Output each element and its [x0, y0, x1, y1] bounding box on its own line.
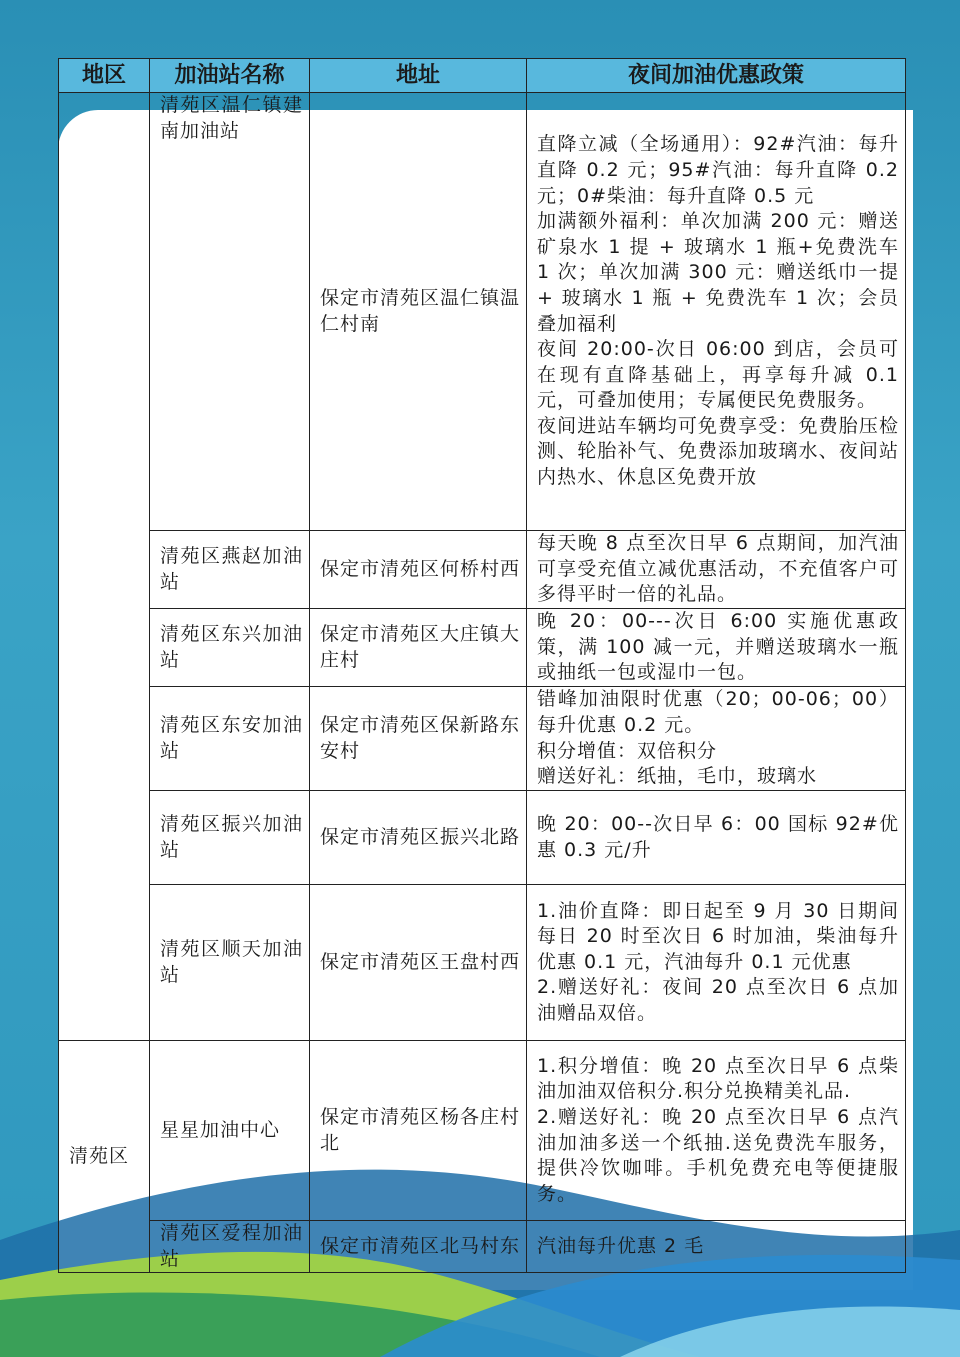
table-header-row [59, 59, 906, 93]
policy-cell [527, 791, 906, 885]
station-name: 清苑区顺天加油站 [150, 885, 310, 1041]
station-address: 保定市清苑区何桥村西 [310, 531, 527, 609]
station-address: 保定市清苑区北马村东 [310, 1221, 527, 1273]
table-row [59, 609, 906, 687]
station-address: 保定市清苑区温仁镇温仁村南 [310, 93, 527, 531]
station-name: 清苑区爱程加油站 [150, 1221, 310, 1273]
table-row [59, 791, 906, 885]
policy-line: 2.赠送好礼：夜间 20 点至次日 6 点加油赠品双倍。 [537, 976, 899, 1024]
header-policy: 夜间加油优惠政策 [527, 59, 906, 93]
policy-line: 积分增值：双倍积分 [537, 739, 718, 762]
station-address: 保定市清苑区大庄镇大庄村 [310, 609, 527, 687]
policy-line: 加满额外福利：单次加满 200 元：赠送矿泉水 1 提 + 玻璃水 1 瓶+免费洗车 1 次；单次加满 300 元：赠送纸巾一提 + 玻璃水 1 瓶 + 免费洗车 1 次；会员叠加福利 [537, 210, 899, 335]
region-cell [59, 93, 150, 1041]
station-name: 清苑区东兴加油站 [150, 609, 310, 687]
station-name: 清苑区振兴加油站 [150, 791, 310, 885]
policy-line: 夜间 20:00-次日 06:00 到店，会员可在现有直降基础上，再享每升减 0.1 元，可叠加使用；专属便民免费服务。 [537, 338, 899, 412]
policy-line: 每天晚 8 点至次日早 6 点期间，加汽油可享受充值立减优惠活动，不充值客户可多得平时一倍的礼品。 [537, 532, 899, 606]
table-row [59, 93, 906, 531]
policy-line: 错峰加油限时优惠（20；00-06；00）每升优惠 0.2 元。 [537, 688, 899, 736]
station-name: 清苑区燕赵加油站 [150, 531, 310, 609]
policy-line: 1.油价直降：即日起至 9 月 30 日期间每日 20 时至次日 6 时加油，柴油每升优惠 0.1 元，汽油每升 0.1 元优惠 [537, 899, 899, 973]
policy-line: 晚 20：00---次日 6:00 实施优惠政策，满 100 减一元，并赠送玻璃水一瓶或抽纸一包或湿巾一包。 [537, 610, 899, 684]
station-address: 保定市清苑区振兴北路 [310, 791, 527, 885]
policy-cell [527, 687, 906, 791]
table-row [59, 531, 906, 609]
station-address: 保定市清苑区保新路东安村 [310, 687, 527, 791]
policy-line: 汽油每升优惠 2 毛 [537, 1234, 705, 1257]
station-address: 保定市清苑区杨各庄村北 [310, 1041, 527, 1221]
policy-cell [527, 885, 906, 1041]
table-row [59, 885, 906, 1041]
table-row [59, 1221, 906, 1273]
station-name: 清苑区东安加油站 [150, 687, 310, 791]
table-row [59, 1041, 906, 1221]
policy-cell [527, 531, 906, 609]
policy-cell [527, 93, 906, 531]
policy-line: 1.积分增值：晚 20 点至次日早 6 点柴油加油双倍积分.积分兑换精美礼品. [537, 1054, 899, 1103]
policy-line: 直降立减（全场通用）：92#汽油：每升直降 0.2 元；95#汽油：每升直降 0.2 元；0#柴油：每升直降 0.5 元 [537, 133, 899, 207]
header-region: 地区 [59, 59, 150, 93]
policy-cell [527, 1221, 906, 1273]
station-name: 星星加油中心 [150, 1041, 310, 1221]
gas-station-table [58, 58, 906, 1273]
policy-line: 晚 20：00--次日早 6：00 国标 92#优惠 0.3 元/升 [537, 812, 899, 861]
header-station-name: 加油站名称 [150, 59, 310, 93]
region-cell: 清苑区 [59, 1041, 150, 1273]
policy-line: 夜间进站车辆均可免费享受：免费胎压检测、轮胎补气、免费添加玻璃水、夜间站内热水、休息区免费开放 [537, 414, 899, 489]
policy-cell [527, 1041, 906, 1221]
station-name: 清苑区温仁镇建南加油站 [150, 93, 310, 531]
header-address: 地址 [310, 59, 527, 93]
table-row [59, 687, 906, 791]
policy-line: 赠送好礼：纸抽，毛巾，玻璃水 [537, 765, 818, 788]
policy-cell [527, 609, 906, 687]
station-address: 保定市清苑区王盘村西 [310, 885, 527, 1041]
policy-line: 2.赠送好礼：晚 20 点至次日早 6 点汽油加油多送一个纸抽.送免费洗车服务，提供冷饮咖啡。手机免费充电等便捷服务。 [537, 1105, 899, 1205]
